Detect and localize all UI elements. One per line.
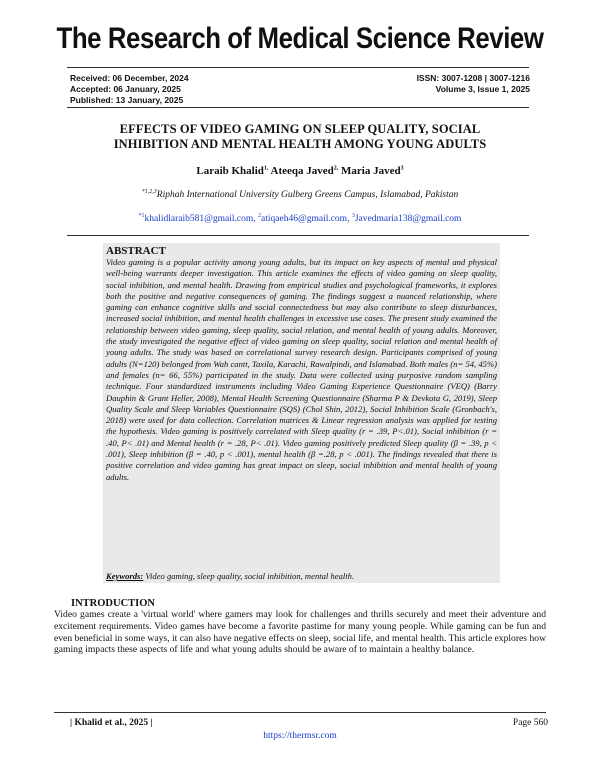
- affiliation-text: Riphah International University Gulberg Greens Campus, Islamabad, Pakistan: [156, 190, 459, 200]
- affiliation: [0, 190, 600, 200]
- introduction-text: Video games create a 'virtual world' where gamers may look for challenges and thrills securely and meet their adventure and excitement requirements. Video games have become a favorite pastime for many young people. While gaming can be fun and even beneficial in some ways, it can also have negative effects on sleep, social life, and mental health. This article explores how gaming impacts these aspects of life and what young adults should be aware of to maintain a healthy balance.: [54, 609, 546, 656]
- article-title-line-2: INHIBITION AND MENTAL HEALTH AMONG YOUNG ADULTS: [113, 137, 487, 151]
- keywords-text: Video gaming, sleep quality, social inhibition, mental health.: [143, 571, 355, 581]
- author-list: [0, 165, 600, 177]
- keywords-label: Keywords:: [106, 571, 144, 581]
- issn-block: [417, 73, 530, 95]
- article-title-line-1: EFFECTS OF VIDEO GAMING ON SLEEP QUALITY, SOCIAL: [119, 122, 481, 136]
- email-sup: *1: [138, 212, 145, 219]
- dates-block: [70, 73, 189, 106]
- author-sup: 2,: [333, 165, 339, 172]
- email-link[interactable]: atiqaeh46@gmail.com,: [261, 214, 352, 224]
- journal-title: The Research of Medical Science Review: [56, 22, 544, 55]
- published-date: Published: 13 January, 2025: [70, 95, 184, 105]
- abstract-rule: [67, 235, 529, 236]
- page-number: Page 560: [512, 718, 548, 728]
- footer-rule: [54, 712, 546, 713]
- author-name: Maria Javed: [338, 165, 401, 177]
- journal-url-link[interactable]: https://thermsr.com: [263, 731, 337, 741]
- abstract-heading: ABSTRACT: [106, 245, 166, 257]
- author-emails: [0, 214, 600, 224]
- author-sup: 1,: [263, 165, 269, 172]
- received-date: Received: 06 December, 2024: [70, 73, 189, 83]
- email-sup: 3: [351, 212, 355, 219]
- email-link[interactable]: Javedmaria138@gmail.com: [354, 214, 462, 224]
- author-name: Ateeqa Javed: [268, 165, 334, 177]
- email-link[interactable]: khalidlaraib581@gmail.com,: [144, 214, 259, 224]
- affiliation-sup: *1,2,3: [141, 188, 157, 195]
- issn: ISSN: 3007-1208 | 3007-1216: [416, 73, 530, 83]
- author-name: Laraib Khalid: [196, 165, 264, 177]
- header-rule-top: [67, 67, 529, 68]
- introduction-heading: INTRODUCTION: [71, 598, 156, 609]
- keywords: [106, 571, 497, 581]
- author-sup: 3: [400, 165, 404, 172]
- email-sup: 2: [258, 212, 262, 219]
- header-rule-bottom: [67, 107, 529, 108]
- volume-issue: Volume 3, Issue 1, 2025: [435, 84, 530, 94]
- accepted-date: Accepted: 06 January, 2025: [70, 84, 181, 94]
- abstract-text: Video gaming is a popular activity among young adults, but its impact on key aspects of mental and physical well-being warrants deeper investigation. This article examines the effects of video gaming on sleep quality, social inhibition, and mental health. Drawing from empirical studies and psychological frameworks, it explores both the positive and negative consequences of gaming. The findings suggest a nuanced relationship, where gaming can enhance cognitive skills and social connectedness but may also contribute to sleep disturbances, increased social inhibition, and mental health challenges in excessive use cases. The present study examined the relationship between video gaming, sleep quality, social relation, and mental health of young adults. Moreover, the study investigated the negative effect of video gaming on sleep quality, social relation and mental health of young adults. The study was based on correlational survey research design. Participants comprised of young adults (N=120) belonged from Wah cantt, Taxila, Karachi, Rawalpindi, and Islamabad. Both males (n= 54, 45%) and females (n= 66, 55%) participated in the study. Data were collected using purposive random sampling technique. Four standardized instruments including Video Gaming Experience Questionnaire (VEQ) (Barry Dauphin & Grant Heller, 2008), Mental Health Screening Questionnaire (Sharma P & Devkota G, 2019), Sleep Quality Scale and Sleep Variables Questionnaire (SQS) (Chol Shin, 2012), Social Inhibition Scale (Gronbach's, 2018) were used for data collection. Correlation matrices & Linear regression analysis was applied for testing the hypothesis. Video gaming is positively correlated with Sleep quality (r = .39, P<.01), Social inhibition (r = .40, P< .01) and Mental health (r = .28, P< .01). Video gaming positively predicted Sleep quality (β = .39, p < .001), Sleep inhibition (β = .40, p < .001), mental health (β =.28, p < .001). The findings revealed that there is positive correlation and video gaming has great impact on sleep, social inhibition and mental health of young adults.: [106, 257, 497, 482]
- footer-citation: | Khalid et al., 2025 |: [70, 718, 153, 728]
- article-title: [60, 122, 540, 152]
